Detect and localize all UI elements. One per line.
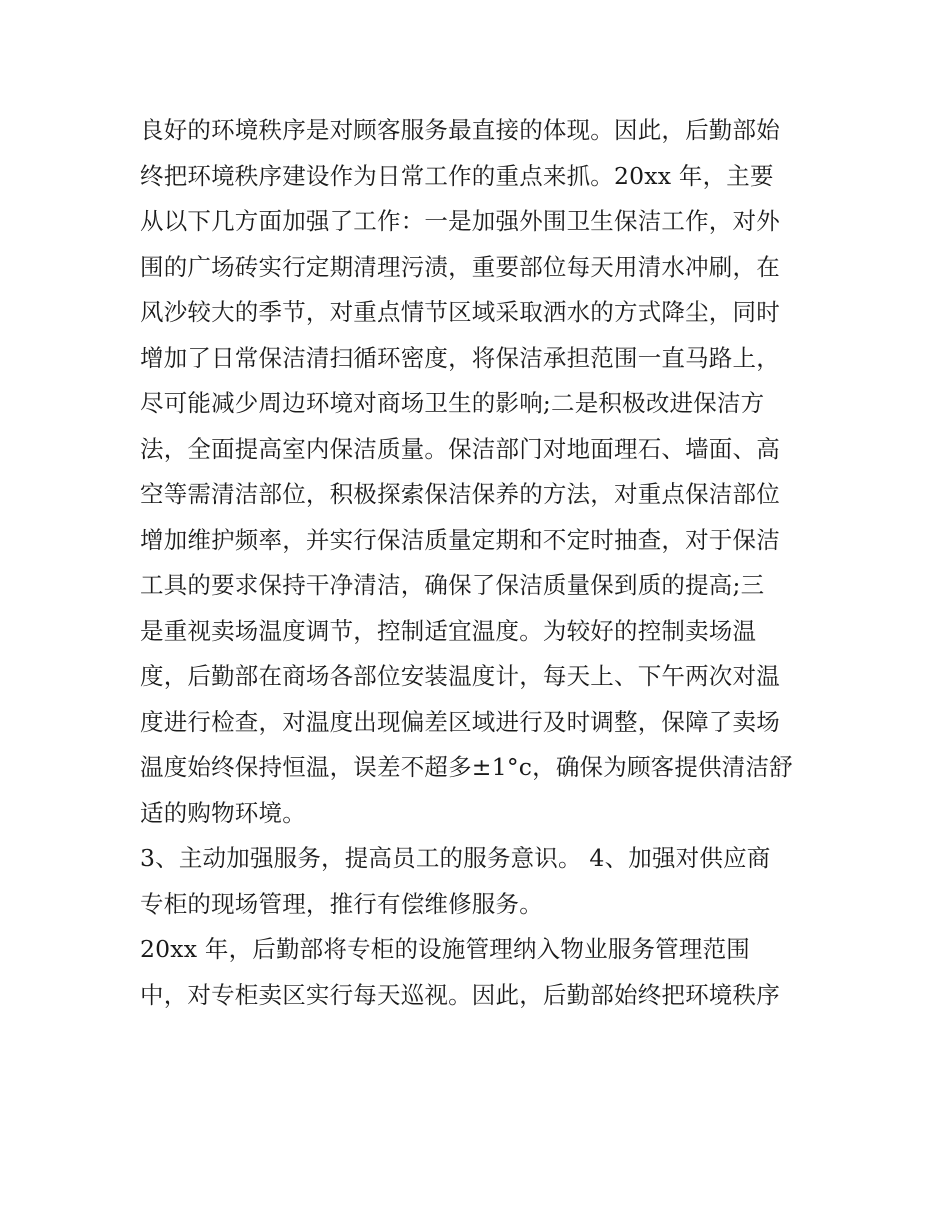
text-line: 度进行检查，对温度出现偏差区域进行及时调整，保障了卖场	[140, 707, 780, 736]
text-line: 空等需清洁部位，积极探索保洁保养的方法，对重点保洁部位	[140, 480, 780, 508]
text-line: 20xx 年，后勤部将专柜的设施管理纳入物业服务管理范围	[140, 935, 750, 963]
text-line: 温度始终保持恒温，误差不超多±1°c，确保为顾客提供清洁舒	[140, 753, 793, 781]
text-line: 度，后勤部在商场各部位安装温度计，每天上、下午两次对温	[140, 662, 780, 690]
text-line: 风沙较大的季节，对重点情节区域采取洒水的方式降尘，同时	[140, 298, 780, 326]
body-text	[140, 108, 820, 1018]
text-line: 从以下几方面加强了工作：一是加强外围卫生保洁工作，对外	[140, 207, 780, 235]
text-line: 良好的环境秩序是对顾客服务最直接的体现。因此，后勤部始	[140, 116, 780, 144]
text-line: 终把环境秩序建设作为日常工作的重点来抓。20xx 年，主要	[140, 161, 774, 190]
text-line: 中，对专柜卖区实行每天巡视。因此，后勤部始终把环境秩序	[140, 980, 780, 1009]
text-line: 围的广场砖实行定期清理污渍，重要部位每天用清水冲刷，在	[140, 252, 780, 281]
text-line: 工具的要求保持干净清洁，确保了保洁质量保到质的提高;三	[140, 571, 765, 599]
text-line: 是重视卖场温度调节，控制适宜温度。为较好的控制卖场温	[140, 616, 757, 645]
text-line: 尽可能减少周边环境对商场卫生的影响;二是积极改进保洁方	[140, 389, 765, 417]
text-line: 专柜的现场管理，推行有偿维修服务。	[140, 889, 543, 918]
text-line: 增加维护频率，并实行保洁质量定期和不定时抽查，对于保洁	[140, 525, 780, 554]
text-line: 适的购物环境。	[140, 798, 306, 827]
text-line: 3、主动加强服务，提高员工的服务意识。 4、加强对供应商	[140, 844, 771, 872]
text-line: 法，全面提高室内保洁质量。保洁部门对地面理石、墙面、高	[140, 434, 780, 463]
text-line: 增加了日常保洁清扫循环密度，将保洁承担范围一直马路上，	[140, 343, 780, 372]
